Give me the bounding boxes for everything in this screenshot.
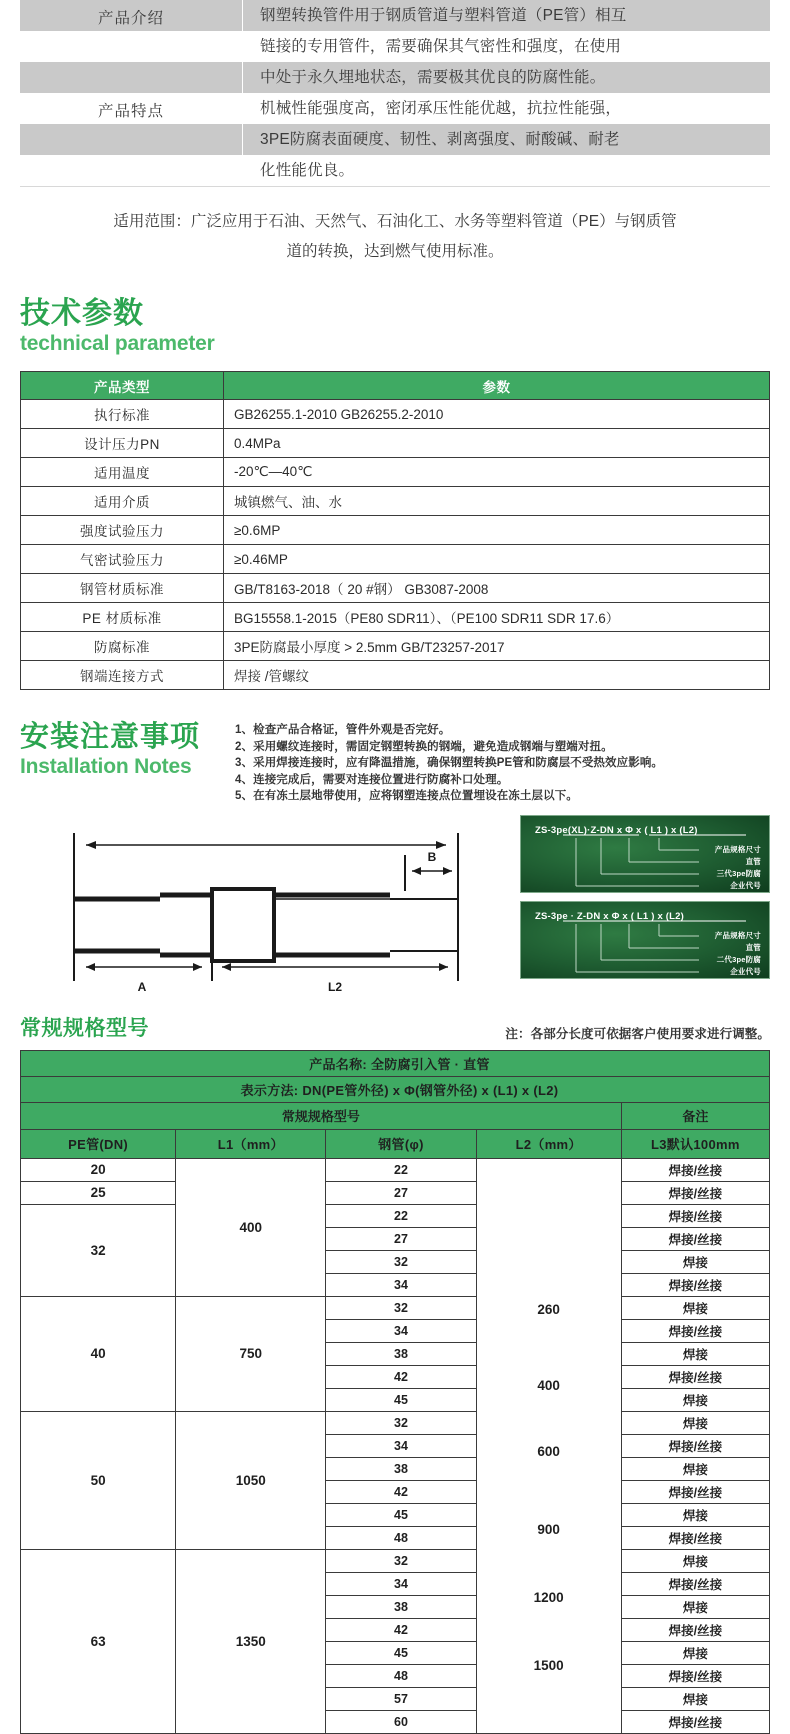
- tech-param-name: 适用温度: [21, 458, 224, 487]
- table-row: [21, 1158, 770, 1181]
- intro-text-line: 链接的专用管件，需要确保其气密性和强度，在使用: [260, 38, 622, 55]
- table-row: [21, 661, 770, 690]
- spec-remark-value: 焊接/丝接: [621, 1434, 769, 1457]
- installation-note: 4、连接完成后，需要对连接位置进行防腐补口处理。: [235, 773, 509, 786]
- technical-heading: [20, 267, 770, 357]
- spec-remark-value: 焊接: [621, 1687, 769, 1710]
- spec-remark-value: 焊接/丝接: [621, 1526, 769, 1549]
- spec-steel-value: 45: [326, 1503, 476, 1526]
- spec-l2-value: 1200: [533, 1589, 564, 1605]
- code-panel-2-title: ZS-3pe · Z-DN x Φ x ( L1 ) x (L2): [535, 910, 684, 922]
- spec-column-header-row: [21, 1129, 770, 1158]
- code-panel-1-legend-3: 三代3pe防腐: [716, 868, 761, 878]
- tech-param-value: ≥0.46MP: [224, 545, 770, 574]
- table-row: [21, 458, 770, 487]
- spec-remark-value: 焊接/丝接: [621, 1365, 769, 1388]
- spec-steel-value: 32: [326, 1411, 476, 1434]
- spec-col-l1: L1（mm）: [176, 1129, 326, 1158]
- spec-l1-value: 1350: [176, 1549, 326, 1733]
- table-row: [21, 400, 770, 429]
- tech-param-name: 防腐标准: [21, 632, 224, 661]
- intro-grid: [20, 0, 770, 186]
- spec-remark-value: 焊接/丝接: [621, 1204, 769, 1227]
- spec-remark-value: 焊接/丝接: [621, 1158, 769, 1181]
- tech-param-value: 焊接 /管螺纹: [224, 661, 770, 690]
- tech-param-name: 钢端连接方式: [21, 661, 224, 690]
- spec-steel-value: 45: [326, 1388, 476, 1411]
- tech-param-value: 城镇燃气、油、水: [224, 487, 770, 516]
- tech-header-type: 产品类型: [21, 372, 224, 400]
- spec-remark-value: 焊接/丝接: [621, 1273, 769, 1296]
- tech-param-value: GB26255.1-2010 GB26255.2-2010: [224, 400, 770, 429]
- scope-line-1: 适用范围：广泛应用于石油、天然气、石油化工、水务等塑料管道（PE）与钢质管: [113, 213, 677, 230]
- intro-row-label: 产品介绍: [97, 10, 164, 27]
- spec-group-main: 常规规格型号: [21, 1102, 622, 1129]
- spec-steel-value: 32: [326, 1296, 476, 1319]
- spec-remark-value: 焊接/丝接: [621, 1181, 769, 1204]
- tech-param-name: 适用介质: [21, 487, 224, 516]
- intro-text-line: 3PE防腐表面硬度、韧性、剥离强度、耐酸碱、耐老: [260, 131, 620, 148]
- technical-heading-cn: 技术参数: [20, 297, 144, 330]
- spec-remark-value: 焊接: [621, 1388, 769, 1411]
- intro-column-divider: [242, 0, 243, 186]
- spec-heading-row: [20, 1012, 770, 1042]
- product-intro-table: [20, 0, 770, 186]
- spec-l1-value: 750: [176, 1296, 326, 1411]
- intro-label-column: [20, 0, 242, 186]
- code-panel-2-legend-3: 二代3pe防腐: [716, 954, 761, 964]
- technical-heading-en: technical parameter: [20, 332, 215, 355]
- spec-steel-value: 34: [326, 1434, 476, 1457]
- table-row: [21, 1204, 770, 1227]
- svg-text:L2: L2: [327, 979, 343, 994]
- spec-l2-value: 400: [537, 1377, 560, 1393]
- table-row: [21, 1181, 770, 1204]
- installation-heading-cn: 安装注意事项: [20, 721, 201, 753]
- installation-note: 1、检查产品合格证，管件外观是否完好。: [235, 724, 451, 736]
- code-panel-1-legend-4: 企业代号: [730, 880, 761, 890]
- code-panel-2-legend-2: 直管: [745, 942, 761, 952]
- spec-steel-value: 42: [326, 1480, 476, 1503]
- spec-steel-value: 27: [326, 1227, 476, 1250]
- spec-group-header-row: [21, 1102, 770, 1129]
- spec-steel-value: 42: [326, 1365, 476, 1388]
- tech-param-name: 气密试验压力: [21, 545, 224, 574]
- spec-remark-value: 焊接/丝接: [621, 1618, 769, 1641]
- intro-text-line: 机械性能强度高，密闭承压性能优越，抗拉性能强，: [260, 100, 622, 117]
- tech-param-value: BG15558.1-2015（PE80 SDR11）、（PE100 SDR11 SDR 17.6）: [224, 603, 770, 632]
- table-row: [21, 1549, 770, 1572]
- intro-bottom-border: [20, 186, 770, 187]
- table-row: [21, 574, 770, 603]
- spec-steel-value: 60: [326, 1710, 476, 1733]
- installation-note: 5、在有冻土层地带使用，应将钢塑连接点位置埋设在冻土层以下。: [235, 790, 578, 802]
- tech-param-value: ≥0.6MP: [224, 516, 770, 545]
- spec-notation: 表示方法: DN(PE管外径) x Φ(钢管外径) x (L1) x (L2): [21, 1076, 770, 1102]
- spec-l2-value: 260: [537, 1301, 560, 1317]
- table-row: [21, 516, 770, 545]
- spec-remark-value: 焊接: [621, 1503, 769, 1526]
- spec-l2-cell: [476, 1158, 621, 1733]
- spec-group-remark: 备注: [621, 1102, 769, 1129]
- spec-pe-value: 32: [21, 1204, 176, 1296]
- spec-remark-value: 焊接/丝接: [621, 1227, 769, 1250]
- spec-remark-value: 焊接: [621, 1457, 769, 1480]
- spec-steel-value: 42: [326, 1618, 476, 1641]
- spec-steel-value: 32: [326, 1549, 476, 1572]
- spec-remark-value: 焊接/丝接: [621, 1572, 769, 1595]
- spec-steel-value: 38: [326, 1457, 476, 1480]
- spec-col-pe: PE管(DN): [21, 1129, 176, 1158]
- spec-l2-value: 600: [537, 1443, 560, 1459]
- code-panel-1-legend-1: 产品规格尺寸: [714, 844, 761, 854]
- spec-remark-value: 焊接: [621, 1342, 769, 1365]
- product-code-panel-third-gen: [520, 815, 770, 893]
- table-row: [21, 1411, 770, 1434]
- tech-header-param: 参数: [224, 372, 770, 400]
- spec-remark-value: 焊接/丝接: [621, 1710, 769, 1733]
- table-row: [21, 603, 770, 632]
- tech-param-name: 执行标准: [21, 400, 224, 429]
- svg-text:A: A: [137, 979, 147, 994]
- spec-product-name-row: [21, 1050, 770, 1076]
- spec-steel-value: 34: [326, 1273, 476, 1296]
- spec-remark-value: 焊接: [621, 1411, 769, 1434]
- table-row: [21, 487, 770, 516]
- installation-note: 2、采用螺纹连接时，需固定钢塑转换的钢端，避免造成钢端与塑端对扭。: [235, 740, 613, 753]
- intro-text-line: 中处于永久埋地状态，需要极其优良的防腐性能。: [260, 69, 606, 86]
- spec-steel-value: 34: [326, 1572, 476, 1595]
- installation-heading: [20, 716, 235, 780]
- spec-title: 常规规格型号: [20, 1016, 149, 1040]
- code-panel-2-legend-1: 产品规格尺寸: [714, 930, 761, 940]
- tech-param-value: 0.4MPa: [224, 429, 770, 458]
- spec-l1-value: 400: [176, 1158, 326, 1296]
- spec-col-l2: L2（mm）: [476, 1129, 621, 1158]
- code-panel-1-title: ZS-3pe(XL)·Z-DN x Φ x ( L1 ) x (L2): [535, 824, 698, 836]
- specification-table: [20, 1050, 770, 1734]
- technical-parameter-table: [20, 371, 770, 690]
- spec-product-name: 产品名称: 全防腐引入管 · 直管: [21, 1050, 770, 1076]
- tech-param-value: -20℃—40℃: [224, 458, 770, 487]
- spec-remark-value: 焊接/丝接: [621, 1319, 769, 1342]
- spec-steel-value: 48: [326, 1664, 476, 1687]
- table-row: [21, 1296, 770, 1319]
- spec-remark-value: 焊接: [621, 1250, 769, 1273]
- installation-note: 3、采用焊接连接时，应有降温措施，确保钢塑转换PE管和防腐层不受热效应影响。: [235, 757, 664, 769]
- spec-steel-value: 32: [326, 1250, 476, 1273]
- spec-pe-value: 63: [21, 1549, 176, 1733]
- spec-col-steel: 钢管(φ): [326, 1129, 476, 1158]
- intro-text-line: 钢塑转换管件用于钢质管道与塑料管道（PE管）相互: [260, 7, 627, 24]
- pipe-technical-drawing: [60, 819, 490, 997]
- spec-remark-value: 焊接/丝接: [621, 1664, 769, 1687]
- intro-text-line: 化性能优良。: [260, 162, 355, 179]
- spec-pe-value: 20: [21, 1158, 176, 1181]
- spec-steel-value: 38: [326, 1595, 476, 1618]
- spec-col-l3: L3默认100mm: [621, 1129, 769, 1158]
- spec-l2-value: 900: [537, 1521, 560, 1537]
- tech-param-name: 钢管材质标准: [21, 574, 224, 603]
- spec-steel-value: 34: [326, 1319, 476, 1342]
- spec-pe-value: 25: [21, 1181, 176, 1204]
- spec-pe-value: 40: [21, 1296, 176, 1411]
- diagram-area: [20, 813, 770, 998]
- intro-row-label: 产品特点: [97, 103, 164, 120]
- svg-text:B: B: [427, 849, 437, 864]
- spec-notation-row: [21, 1076, 770, 1102]
- installation-notes-list: [235, 716, 770, 805]
- spec-remark-value: 焊接/丝接: [621, 1480, 769, 1503]
- code-panel-2-legend-4: 企业代号: [730, 966, 761, 976]
- spec-steel-value: 22: [326, 1158, 476, 1181]
- spec-remark-value: 焊接: [621, 1549, 769, 1572]
- spec-steel-value: 27: [326, 1181, 476, 1204]
- tech-param-name: 设计压力PN: [21, 429, 224, 458]
- tech-param-value: GB/T8163-2018（ 20 #钢） GB3087-2008: [224, 574, 770, 603]
- spec-steel-value: 48: [326, 1526, 476, 1549]
- tech-param-value: 3PE防腐最小厚度 > 2.5mm GB/T23257-2017: [224, 632, 770, 661]
- spec-remark-value: 焊接: [621, 1296, 769, 1319]
- spec-l1-value: 1050: [176, 1411, 326, 1549]
- scope-paragraph: [45, 207, 745, 267]
- table-row: [21, 429, 770, 458]
- installation-heading-en: Installation Notes: [20, 755, 192, 778]
- spec-note: 注：各部分长度可依据客户使用要求进行调整。: [505, 1026, 770, 1041]
- intro-text-column: [242, 0, 770, 186]
- spec-steel-value: 38: [326, 1342, 476, 1365]
- table-row: [21, 545, 770, 574]
- scope-line-2: 道的转换，达到燃气使用标准。: [286, 243, 504, 260]
- table-header-row: [21, 372, 770, 400]
- tech-param-name: PE 材质标准: [21, 603, 224, 632]
- spec-remark-value: 焊接: [621, 1595, 769, 1618]
- code-panel-1-legend-2: 直管: [745, 856, 761, 866]
- spec-steel-value: 45: [326, 1641, 476, 1664]
- installation-section: [20, 716, 770, 805]
- spec-steel-value: 57: [326, 1687, 476, 1710]
- product-code-panel-second-gen: [520, 901, 770, 979]
- tech-param-name: 强度试验压力: [21, 516, 224, 545]
- spec-steel-value: 22: [326, 1204, 476, 1227]
- spec-l2-value: 1500: [533, 1657, 564, 1673]
- table-row: [21, 632, 770, 661]
- spec-remark-value: 焊接: [621, 1641, 769, 1664]
- spec-pe-value: 50: [21, 1411, 176, 1549]
